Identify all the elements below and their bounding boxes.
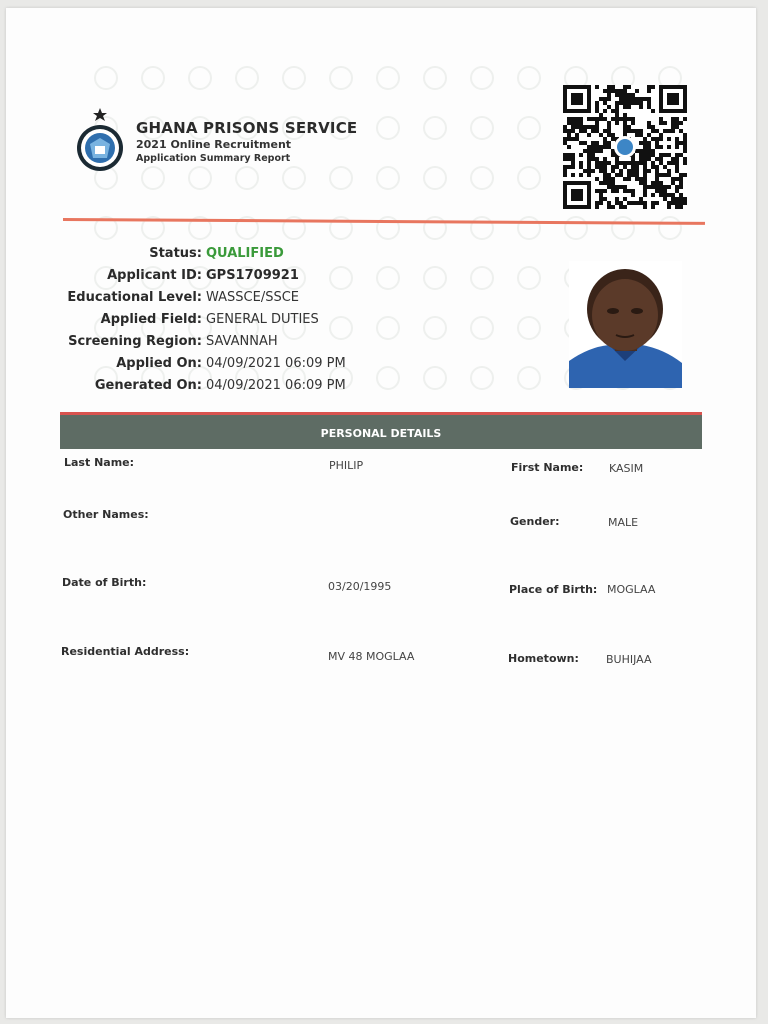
last-name-label: Last Name: <box>64 456 135 469</box>
report-type: Application Summary Report <box>136 153 291 164</box>
last-name-value: PHILIP <box>329 459 364 472</box>
applied-on-value: 04/09/2021 06:09 PM <box>206 356 346 371</box>
applied-field-value: GENERAL DUTIES <box>206 312 319 327</box>
place-of-birth-value: MOGLAA <box>607 583 656 596</box>
education-row <box>56 290 376 312</box>
hometown-label: Hometown: <box>508 652 579 665</box>
applied-field-row <box>56 312 376 334</box>
screening-region-label: Screening Region: <box>68 334 202 349</box>
application-summary <box>56 246 376 400</box>
first-name-value: KASIM <box>609 462 644 475</box>
generated-on-value: 04/09/2021 06:09 PM <box>206 378 346 393</box>
applied-field-label: Applied Field: <box>100 312 202 327</box>
applied-on-label: Applied On: <box>116 356 202 371</box>
first-name-label: First Name: <box>511 461 584 474</box>
report-page <box>6 8 756 1018</box>
hometown-value: BUHIJAA <box>606 653 652 666</box>
place-of-birth-label: Place of Birth: <box>509 583 598 596</box>
date-of-birth-label: Date of Birth: <box>62 576 147 589</box>
applied-on-row <box>56 356 376 378</box>
prisons-crest-icon <box>74 108 126 178</box>
header-divider <box>63 218 705 225</box>
date-of-birth-value: 03/20/1995 <box>328 580 392 593</box>
report-subtitle: 2021 Online Recruitment <box>136 138 292 151</box>
screening-region-value: SAVANNAH <box>206 334 278 349</box>
education-label: Educational Level: <box>67 290 202 305</box>
status-value: QUALIFIED <box>206 246 284 261</box>
org-name: GHANA PRISONS SERVICE <box>136 119 358 137</box>
applicant-photo <box>569 261 682 388</box>
gender-label: Gender: <box>510 515 560 528</box>
generated-on-row <box>56 378 376 400</box>
screening-region-row <box>56 334 376 356</box>
gender-value: MALE <box>608 516 639 529</box>
qr-code-icon <box>563 85 687 209</box>
generated-on-label: Generated On: <box>94 378 202 393</box>
other-names-label: Other Names: <box>63 508 149 521</box>
residential-address-label: Residential Address: <box>61 645 190 658</box>
residential-address-value: MV 48 MOGLAA <box>328 650 415 663</box>
status-label: Status: <box>149 246 202 261</box>
applicant-id-value: GPS1709921 <box>206 268 299 283</box>
education-value: WASSCE/SSCE <box>206 290 300 305</box>
applicant-id-label: Applicant ID: <box>107 268 202 283</box>
personal-details-header: PERSONAL DETAILS <box>60 415 702 449</box>
status-row <box>56 246 376 268</box>
applicant-id-row <box>56 268 376 290</box>
